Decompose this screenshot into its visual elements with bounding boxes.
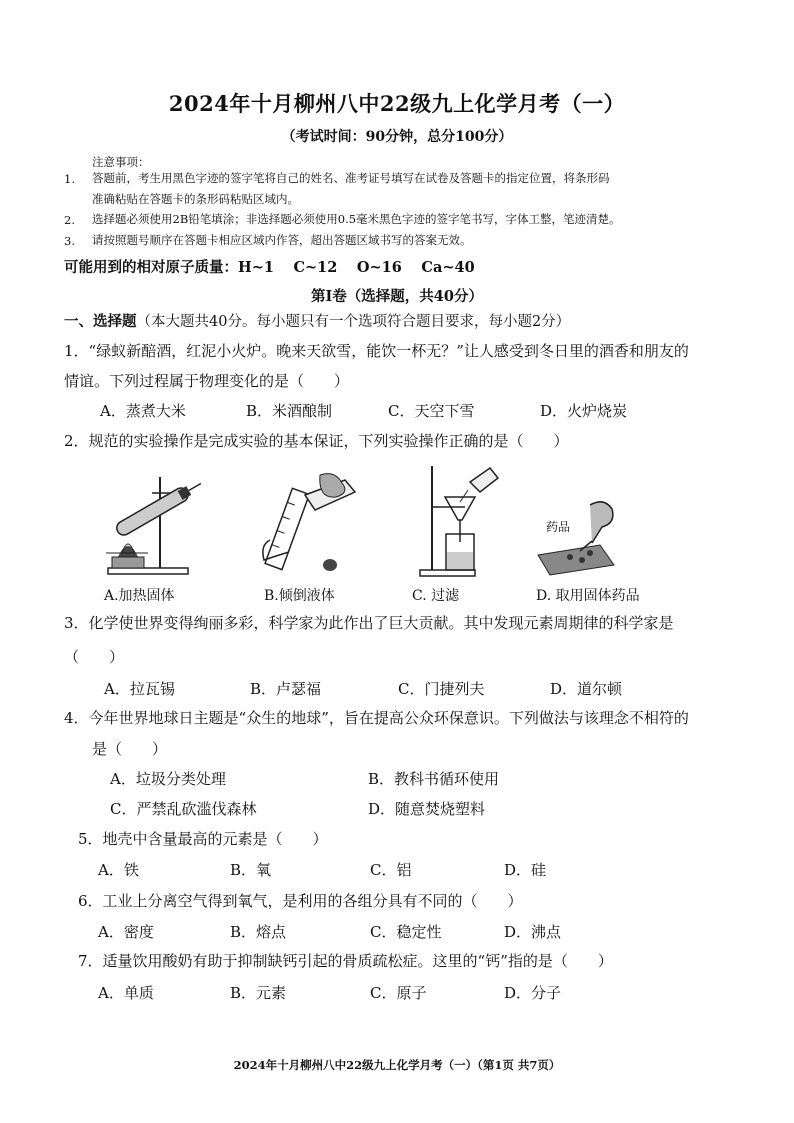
q3-option-b[interactable]: B．卢瑟福 bbox=[250, 680, 322, 698]
notes-heading: 注意事项： bbox=[92, 155, 150, 169]
question-3-text: 3．化学使世界变得绚丽多彩，科学家为此作出了巨大贡献。其中发现元素周期律的科学家是 bbox=[64, 614, 674, 632]
note-num: 1. bbox=[64, 172, 75, 186]
q6-option-c[interactable]: C．稳定性 bbox=[370, 923, 442, 941]
solid-reagent-figure bbox=[530, 495, 630, 580]
note-text: 准确粘贴在答题卡的条形码粘贴区域内。 bbox=[92, 192, 299, 206]
section-heading: 第Ⅰ卷（选择题，共40分） bbox=[311, 288, 483, 305]
note-text: 请按照题号顺序在答题卡相应区域内作答，超出答题区域书写的答案无效。 bbox=[92, 233, 472, 247]
question-4-text: 4．今年世界地球日主题是“众生的地球”，旨在提高公众环保意识。下列做法与该理念不相符的 bbox=[64, 709, 689, 727]
q5-option-a[interactable]: A．铁 bbox=[98, 861, 139, 879]
q5-option-d[interactable]: D．硅 bbox=[504, 861, 547, 879]
figure-b-caption: B.倾倒液体 bbox=[264, 588, 335, 604]
question-5-text: 5．地壳中含量最高的元素是（ ） bbox=[78, 830, 328, 848]
heating-solid-figure bbox=[100, 465, 210, 580]
note-text: 答题前，考生用黑色字迹的签字笔将自己的姓名、准考证号填写在试卷及答题卡的指定位置，将条形码 bbox=[92, 171, 610, 185]
page-footer: 2024年十月柳州八中22级九上化学月考（一）（第1页 共7页） bbox=[233, 1058, 561, 1072]
note-num: 2. bbox=[64, 213, 75, 227]
q6-option-a[interactable]: A．密度 bbox=[98, 923, 154, 941]
note-text: 选择题必须使用2B铅笔填涂；非选择题必须使用0.5毫米黑色字迹的签字笔书写，字体工整，笔迹清楚。 bbox=[92, 212, 621, 226]
exam-info: （考试时间：90分钟，总分100分） bbox=[281, 129, 513, 145]
q1-option-d[interactable]: D．火炉烧炭 bbox=[540, 402, 628, 420]
note-num: 3. bbox=[64, 234, 75, 248]
figure-a-caption: A.加热固体 bbox=[104, 588, 175, 604]
question-3-text: （ ） bbox=[64, 648, 125, 666]
q7-option-b[interactable]: B．元素 bbox=[230, 984, 287, 1002]
figure-c-caption: C. 过滤 bbox=[412, 588, 460, 604]
q4-option-c[interactable]: C．严禁乱砍滥伐森林 bbox=[110, 800, 257, 818]
part-instructions bbox=[64, 310, 570, 331]
atomic-masses: 可能用到的相对原子质量：H~1 C~12 O~16 Ca~40 bbox=[64, 259, 475, 276]
q7-option-a[interactable]: A．单质 bbox=[98, 984, 154, 1002]
q5-option-c[interactable]: C．铝 bbox=[370, 861, 412, 879]
q7-option-c[interactable]: C．原子 bbox=[370, 984, 427, 1002]
q3-option-c[interactable]: C．门捷列夫 bbox=[398, 680, 485, 698]
q1-option-a[interactable]: A．蒸煮大米 bbox=[100, 402, 186, 420]
reagent-label: 药品 bbox=[546, 520, 571, 534]
question-2-text: 2．规范的实验操作是完成实验的基本保证，下列实验操作正确的是（ ） bbox=[64, 432, 569, 450]
q4-option-a[interactable]: A．垃圾分类处理 bbox=[110, 770, 226, 788]
q6-option-d[interactable]: D．沸点 bbox=[504, 923, 562, 941]
q6-option-b[interactable]: B．熔点 bbox=[230, 923, 287, 941]
figure-d-caption: D. 取用固体药品 bbox=[536, 588, 640, 604]
question-1-text: 情谊。下列过程属于物理变化的是（ ） bbox=[64, 372, 350, 390]
q4-option-b[interactable]: B．教科书循环使用 bbox=[368, 770, 500, 788]
q1-option-c[interactable]: C．天空下雪 bbox=[388, 402, 475, 420]
question-6-text: 6．工业上分离空气得到氧气，是利用的各组分具有不同的（ ） bbox=[78, 892, 523, 910]
filtration-figure bbox=[410, 462, 510, 580]
page-title: 2024年十月柳州八中22级九上化学月考（一） bbox=[168, 91, 626, 116]
q4-option-d[interactable]: D．随意焚烧塑料 bbox=[368, 800, 486, 818]
question-7-text: 7．适量饮用酸奶有助于抑制缺钙引起的骨质疏松症。这里的“钙”指的是（ ） bbox=[78, 952, 613, 970]
q7-option-d[interactable]: D．分子 bbox=[504, 984, 562, 1002]
pouring-liquid-figure bbox=[250, 470, 375, 580]
part-desc: （本大题共40分。每小题只有一个选项符合题目要求，每小题2分） bbox=[136, 314, 571, 330]
question-1-text: 1．“绿蚁新醅酒，红泥小火炉。晚来天欲雪，能饮一杯无？”让人感受到冬日里的酒香和朋友的 bbox=[64, 342, 689, 360]
q5-option-b[interactable]: B．氧 bbox=[230, 861, 272, 879]
part-title: 一、选择题 bbox=[64, 313, 137, 330]
question-4-text: 是（ ） bbox=[92, 740, 168, 758]
q3-option-a[interactable]: A．拉瓦锡 bbox=[104, 680, 175, 698]
q1-option-b[interactable]: B．米酒酿制 bbox=[246, 402, 333, 420]
q3-option-d[interactable]: D．道尔顿 bbox=[550, 680, 623, 698]
